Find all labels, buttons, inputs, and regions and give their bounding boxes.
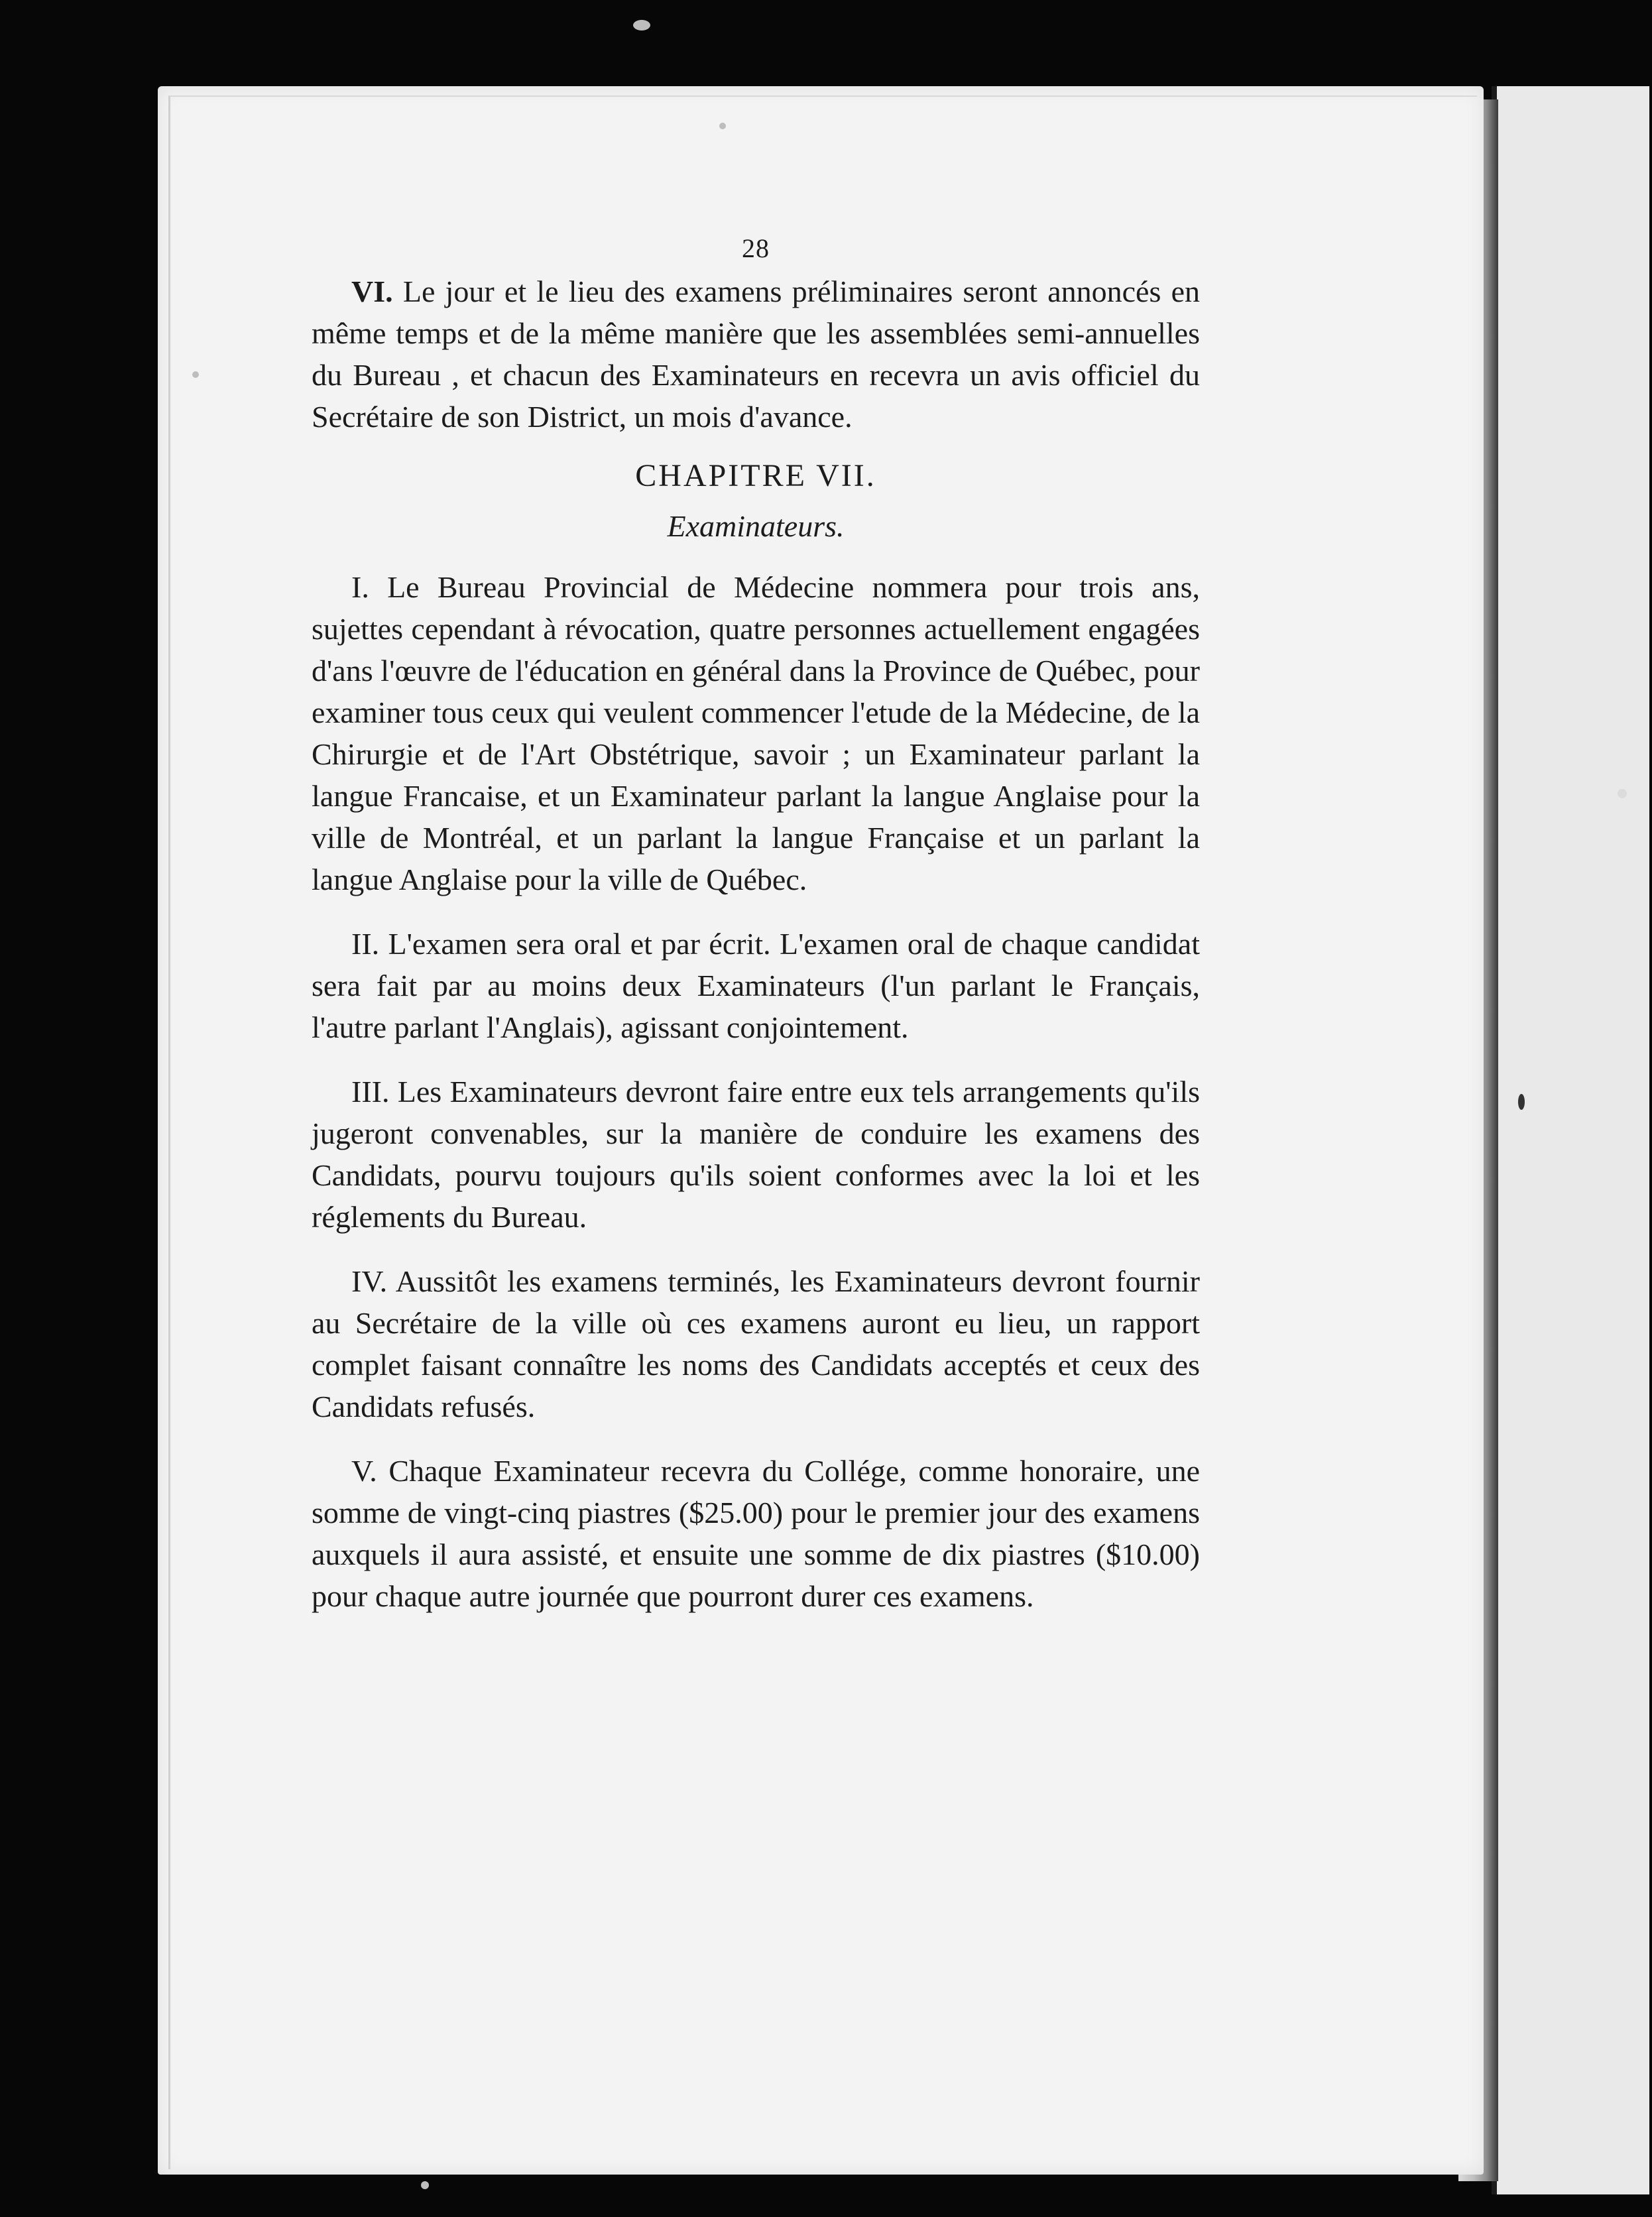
article-text: Aussitôt les examens terminés, les Examinateurs devront fournir au Secrétaire de la ville où ces examens auront eu lieu, un rapport complet faisant connaître les noms des Candidats acceptés et ceux des Candidats refusés. xyxy=(312,1264,1200,1423)
article-numeral: II. xyxy=(351,927,380,961)
scan-speck xyxy=(1618,789,1627,798)
scan-speck xyxy=(719,123,726,129)
chapter-title: CHAPITRE VII. xyxy=(635,458,876,493)
article-ii-paragraph xyxy=(312,923,1200,1048)
article-numeral: V. xyxy=(351,1454,377,1488)
article-v-paragraph xyxy=(312,1450,1200,1617)
article-text: L'examen sera oral et par écrit. L'examen oral de chaque candidat sera fait par au moins deux Examinateurs (l'un parlant le Français, l'autre parlant l'Anglais), agissant conjointement. xyxy=(312,927,1200,1044)
scan-speck xyxy=(421,2181,429,2189)
article-iii-paragraph xyxy=(312,1071,1200,1238)
article-iv-paragraph xyxy=(312,1260,1200,1427)
article-text: Le jour et le lieu des examens préliminaires seront annoncés en même temps et de la même manière que les assemblées semi-annuelles du Bureau , et chacun des Examinateurs en recevra un avis officiel du Secrétaire de son District, un mois d'avance. xyxy=(312,274,1200,434)
article-vi-paragraph xyxy=(312,270,1200,438)
scan-speck xyxy=(192,371,199,378)
adjacent-page xyxy=(1492,86,1649,2194)
article-text: Le Bureau Provincial de Médecine nommera pour trois ans, sujettes cependant à révocation, quatre personnes actuellement engagées d'ans l'œuvre de l'éducation en général dans la Province de Québec, pour examiner tous ceux qui veulent commencer l'etude de la Médecine, de la Chirurgie et de l'Art Obstétrique, savoir ; un Examinateur parlant la langue Francaise, et un Examinateur parlant la langue Anglaise pour la ville de Montréal, et un parlant la langue Française et un parlant la langue Anglaise pour la ville de Québec. xyxy=(312,570,1200,896)
page-number: 28 xyxy=(742,233,770,263)
scan-speck xyxy=(633,20,650,30)
article-numeral: III. xyxy=(351,1075,390,1108)
article-text: Les Examinateurs devront faire entre eux tels arrangements qu'ils jugeront convenables, sur la manière de conduire les examens des Candidats, pourvu toujours qu'ils soient conformes avec la loi et les réglements du Bureau. xyxy=(312,1075,1200,1234)
article-i-paragraph xyxy=(312,566,1200,900)
article-text: Chaque Examinateur recevra du Collége, comme honoraire, une somme de vingt-cinq piastres ($25.00) pour le premier jour des examens auxquels il aura assisté, et ensuite une somme de dix piastres ($10.00) pour chaque autre journée que pourront durer ces examens. xyxy=(312,1454,1200,1613)
article-numeral: VI. xyxy=(351,274,393,308)
article-numeral: I. xyxy=(351,570,369,604)
chapter-subtitle: Examinateurs. xyxy=(667,509,845,543)
scan-speck xyxy=(1518,1094,1525,1110)
page-text-block xyxy=(312,232,1200,1640)
article-numeral: IV. xyxy=(351,1264,388,1298)
